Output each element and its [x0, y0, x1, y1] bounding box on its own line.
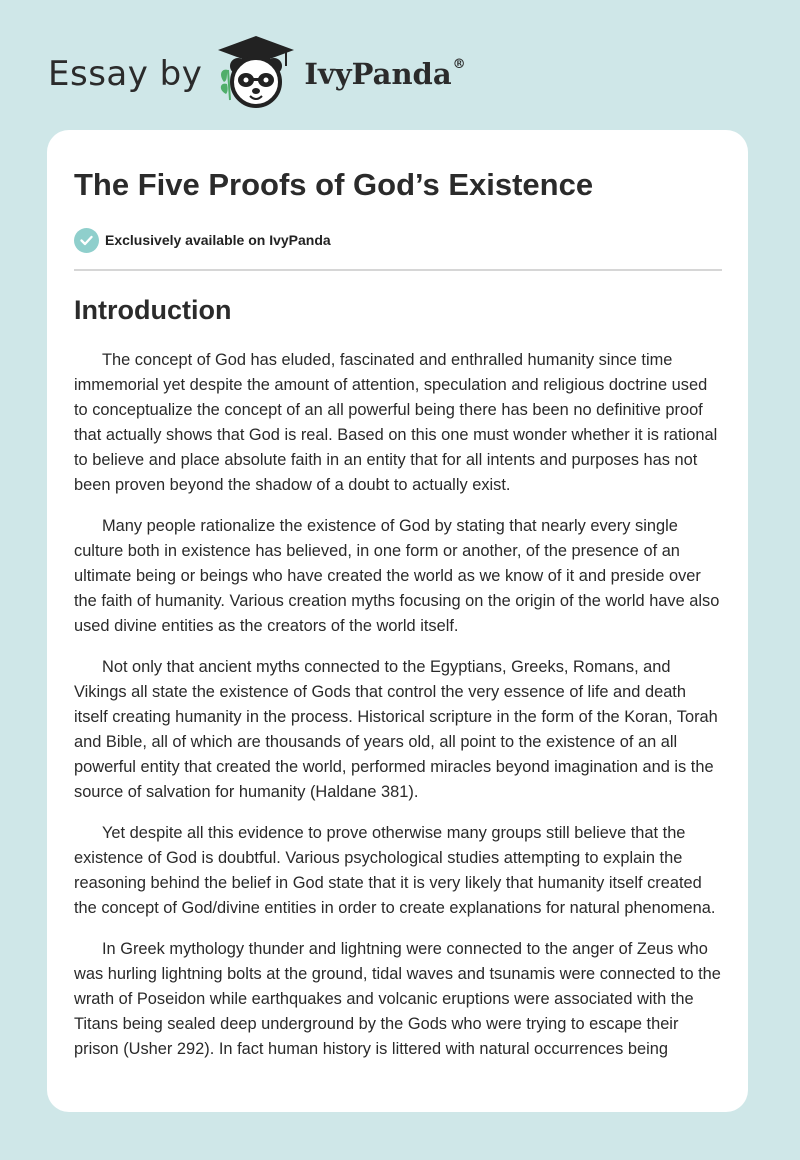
divider [74, 269, 722, 271]
paragraph: The concept of God has eluded, fascinated and enthralled humanity since time immemorial yet despite the amount of attention, speculation and religious doctrine used to conceptualize the concept of an all powerful being there has been no definitive proof that actually shows that God is real. Based on this one must wonder whether it is rational to believe and place absolute faith in an entity that for all intents and purposes has not been proven beyond the shadow of a doubt to actually exist. [74, 351, 718, 494]
panda-logo-icon[interactable] [216, 34, 298, 115]
section-heading: Introduction [74, 295, 232, 325]
paragraph: In Greek mythology thunder and lightning were connected to the anger of Zeus who was hurling lightning bolts at the ground, tidal waves and tsunamis were connected to the wrath of Poseidon while earthquakes and volcanic eruptions were associated with the Titans being sealed deep underground by the Gods who were trying to escape their prison (Usher 292). In fact human history is littered with natural occurrences being [74, 940, 721, 1058]
check-icon [74, 228, 99, 253]
article-body [74, 348, 722, 1062]
paragraph: Not only that ancient myths connected to the Egyptians, Greeks, Romans, and Vikings all state the existence of Gods that control the very essence of life and death itself creating humanity in the process. Historical scripture in the form of the Koran, Torah and Bible, all of which are thousands of years old, all point to the existence of an all powerful entity that created the world, performed miracles beyond imagination and is the source of salvation for humanity (Haldane 381). [74, 658, 718, 801]
paragraph: Yet despite all this evidence to prove otherwise many groups still believe that the existence of God is doubtful. Various psychological studies attempting to explain the reasoning behind the belief in God state that it is very likely that humanity itself created the concept of God/divine entities in order to create explanations for natural phenomena. [74, 824, 716, 917]
article-title: The Five Proofs of God’s Existence [74, 167, 594, 202]
exclusive-badge [74, 227, 722, 253]
brand-prefix: Essay by [48, 54, 203, 94]
paragraph: Many people rationalize the existence of God by stating that nearly every single culture both in existence has believed, in one form or another, of the presence of an ultimate being or beings who have created the world as we know of it and preside over the faith of humanity. Various creation myths focusing on the origin of the world have also used divine entities as the creators of the world itself. [74, 517, 720, 635]
article-card [47, 130, 748, 1112]
brand-header [48, 34, 466, 114]
exclusive-badge-label: Exclusively available on IvyPanda [105, 232, 331, 248]
brand-name: IvyPanda® [304, 57, 466, 91]
